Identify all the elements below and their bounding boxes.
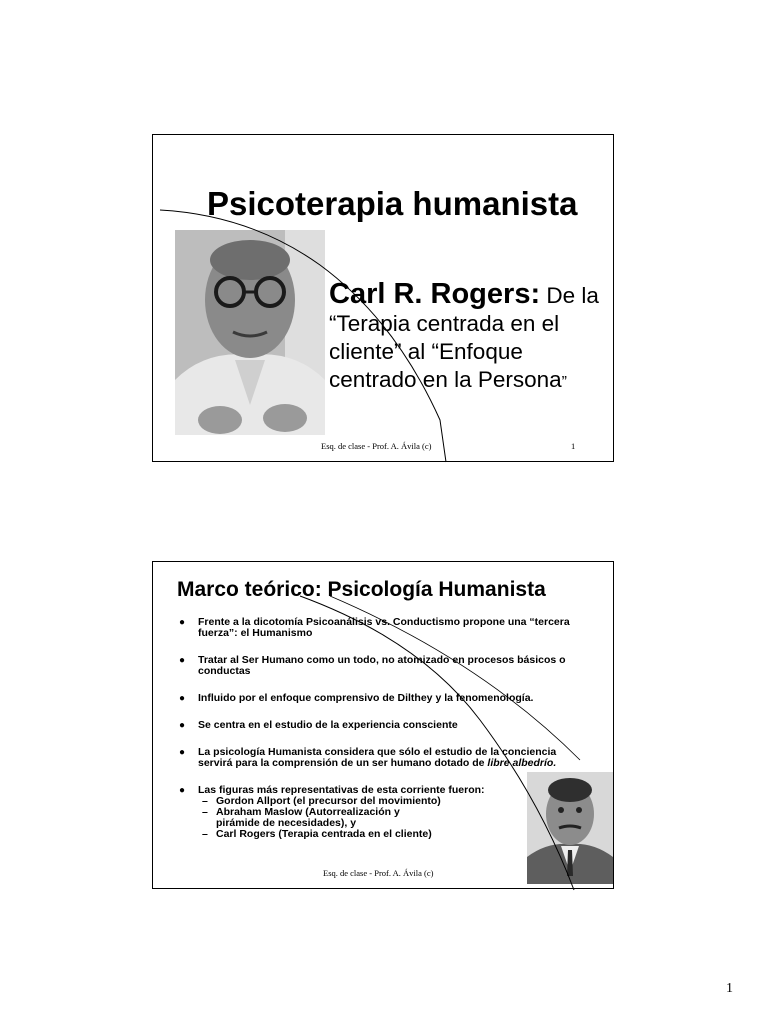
list-item: ● Frente a la dicotomía Psicoanálisis vs. Conductismo propone una “tercera fuerza”: el Humanismo — [179, 616, 570, 639]
slide-2-footer: Esq. de clase - Prof. A. Ávila (c) — [323, 868, 434, 878]
list-item: ● Tratar al Ser Humano como un todo, no atomizado en procesos básicos o conductas — [179, 654, 566, 677]
bullet-icon: ● — [179, 693, 186, 704]
bullet-icon: ● — [179, 747, 186, 758]
sub-list — [198, 796, 579, 840]
bullet-icon: ● — [179, 785, 186, 796]
subtitle-name: Carl R. Rogers: — [329, 278, 541, 310]
bullet-icon: ● — [179, 720, 186, 731]
bullet-icon: ● — [179, 617, 186, 628]
sub-list-item: – Gordon Allport (el precursor del movimiento) — [202, 795, 441, 807]
list-item: ● Las figuras más representativas de esta corriente fueron: – Gordon Allport (el precursor del movimiento) – Abraham Maslow (Autorrealización y pirámide de necesidades), y – Carl Rogers (Terapia centrada en el cliente) — [179, 785, 579, 840]
slide-2-title: Marco teórico: Psicología Humanista — [177, 578, 546, 601]
list-item: ● La psicología Humanista considera que sólo el estudio de la conciencia servirá para la comprensión de un ser humano dotado de libre albedrío. — [179, 746, 557, 769]
subtitle-rest: De la “Terapia centrada en el cliente” al “Enfoque centrado en la Persona — [329, 283, 599, 392]
carl-rogers-photo — [175, 230, 325, 435]
sub-list-item: – Abraham Maslow (Autorrealización y pirámide de necesidades), y — [202, 806, 400, 829]
abraham-maslow-photo — [527, 772, 613, 884]
slide-1-subtitle — [329, 280, 609, 397]
dash-icon: – — [202, 828, 208, 840]
page-number: 1 — [726, 981, 733, 996]
dash-icon: – — [202, 795, 208, 807]
slide-1 — [152, 134, 614, 462]
bullet-icon: ● — [179, 655, 186, 666]
sub-list-item: – Carl Rogers (Terapia centrada en el cliente) — [202, 828, 432, 840]
subtitle-close-quote: ” — [561, 374, 567, 391]
slide-2 — [152, 561, 614, 889]
list-item: ● Se centra en el estudio de la experiencia consciente — [179, 719, 458, 731]
bullet-list — [179, 617, 579, 840]
list-item: ● Influido por el enfoque comprensivo de Dilthey y la fenomenología. — [179, 692, 534, 704]
slide-1-title: Psicoterapia humanista — [207, 185, 578, 222]
slide-1-footer: Esq. de clase - Prof. A. Ávila (c) — [321, 441, 432, 451]
slide-1-number: 1 — [571, 441, 576, 451]
dash-icon: – — [202, 806, 208, 818]
